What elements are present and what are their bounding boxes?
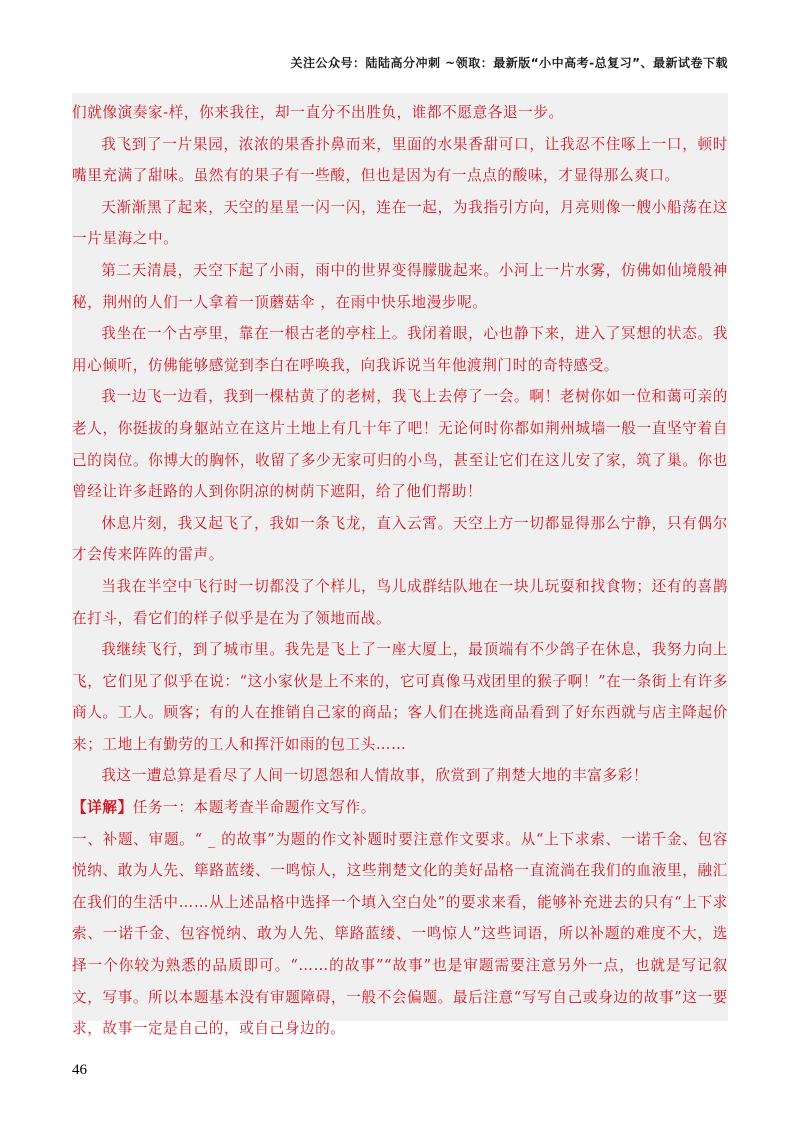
analysis-paragraph: 一、补题、审题。“ _ 的故事”为题的作文补题时要注意作文要求。从“上下求索、一诺千金、包容悦纳、敢为人先、筚路蓝缕、一鸣惊人，这些荆楚文化的美好品格一直流淌在我们的血液里，融汇在我们的生活中……从上述品格中选择一个填入空白处”的要求来看，能够补充进去的只有“上下求索、一诺千金、包容悦纳、敢为人先、筚路蓝缕、一鸣惊人”这些词语，所以补题的难度不大，选择一个你较为熟悉的品质即可。“……的故事”“故事”也是审题需要注意另外一点，也就是写记叙文，写事。所以本题基本没有审题障碍，一般不会偏题。最后注意“写写自己或身边的故事”这一要求，故事一定是自己的，或自己身边的。 — [72, 830, 728, 1038]
paragraph-midair: 当我在半空中飞行时一切都没了个样儿，鸟儿成群结队地在一块儿玩耍和找食物；还有的喜鹊在打斗，看它们的样子似乎是在为了领地而战。 — [72, 577, 728, 627]
paragraph-night-sky: 天渐渐黑了起来，天空的星星一闪一闪，连在一起，为我指引方向，月亮则像一艘小船荡在这一片星海之中。 — [72, 198, 728, 248]
paragraph-ancient-pavilion: 我坐在一个古亭里，靠在一根古老的亭柱上。我闭着眼，心也静下来，进入了冥想的状态。我用心倾听，仿佛能够感觉到李白在呼唤我，向我诉说当年他渡荆门时的奇特感受。 — [72, 325, 728, 374]
paragraph-orchard: 我飞到了一片果园，浓浓的果香扑鼻而来，里面的水果香甜可口，让我忍不住啄上一口，顿时嘴里充满了甜味。虽然有的果子有一些酸，但也是因为有一点点的酸味，才显得那么爽口。 — [72, 135, 728, 185]
paragraph-takeoff: 休息片刻，我又起飞了，我如一条飞龙，直入云霄。天空上方一切都显得那么宁静，只有偶尔才会传来阵阵的雷声。 — [72, 514, 728, 564]
paragraph-city: 我继续飞行，到了城市里。我先是飞上了一座大厦上，最顶端有不少鸽子在休息，我努力向上飞，它们见了似乎在说：“这小家伙是上不来的，它可真像马戏团里的猴子啊！”在一条街上有许多商人。工人。顾客；有的人在推销自己家的商品；客人们在挑选商品看到了好东西就与店主降起价来；工地上有勤劳的工人和挥汗如雨的包工头…… — [72, 641, 728, 753]
detail-heading — [72, 792, 728, 824]
page-header: 关注公众号：陆陆高分冲刺 ~领取：最新版“小中高考-总复习”、最新试卷下载 — [290, 56, 728, 70]
document-body — [72, 93, 728, 1038]
page-number: 46 — [72, 1062, 87, 1078]
detail-text: 任务一：本题考查半命题作文写作。 — [132, 799, 376, 817]
paragraph-continuation: 们就像演奏家-样，你来我往，却一直分不出胜负，谁都不愿意各退一步。 — [72, 104, 564, 121]
paragraph-conclusion: 我这一遭总算是看尽了人间一切恩怨和人情故事，欣赏到了荆楚大地的丰富多彩！ — [101, 767, 649, 785]
paragraph-morning-rain: 第二天清晨，天空下起了小雨，雨中的世界变得朦胧起来。小河上一片水雾，仿佛如仙境般神秘，荆州的人们一人拿着一顶蘑菇伞 ，在雨中快乐地漫步呢。 — [72, 261, 728, 311]
detail-tag: 【详解】 — [72, 799, 133, 817]
paragraph-old-tree: 我一边飞一边看，我到一棵枯黄了的老树，我飞上去停了一会。啊！老树你如一位和蔼可亲的老人，你挺拔的身躯站立在这片土地上有几十年了吧！无论何时你都如荆州城墙一般一直坚守着自己的岗位。你博大的胸怀，收留了多少无家可归的小鸟，甚至让它们在这儿安了家，筑了巢。你也曾经让许多赶路的人到你阴凉的树荫下遮阳，给了他们帮助！ — [72, 388, 728, 501]
